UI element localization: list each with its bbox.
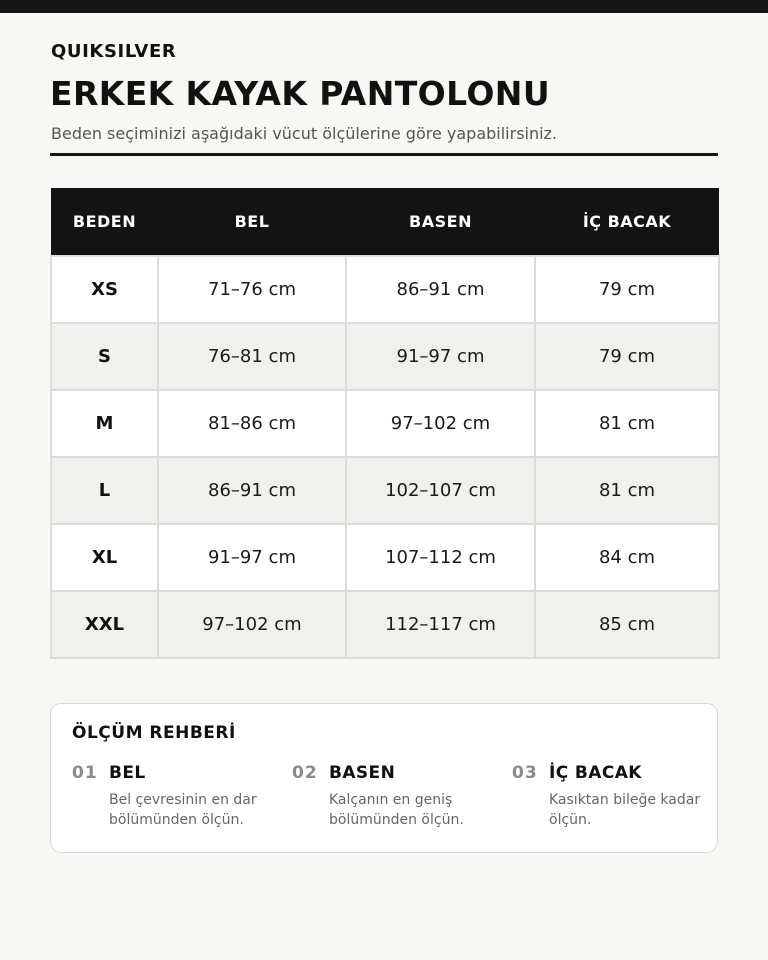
header-hip: BASEN [346,188,535,256]
size-cell: XS [51,256,158,323]
hip-cell: 86–91 cm [346,256,535,323]
inseam-cell: 81 cm [535,457,719,524]
step-description: Kasıktan bileğe kadar ölçün. [549,792,701,828]
measurement-guide-card [50,703,718,853]
size-cell: XXL [51,591,158,658]
header-size: BEDEN [51,188,158,256]
size-cell: L [51,457,158,524]
step-number: 02 [292,763,318,783]
header-waist: BEL [158,188,346,256]
size-cell: S [51,323,158,390]
page-title: ERKEK KAYAK PANTOLONU [50,74,551,113]
step-description: Bel çevresinin en dar bölümünden ölçün. [109,792,257,828]
table-row [51,256,719,323]
hip-cell: 97–102 cm [346,390,535,457]
size-cell: XL [51,524,158,591]
step-number: 03 [512,763,538,783]
waist-cell: 91–97 cm [158,524,346,591]
title-divider [50,153,718,156]
table-row [51,524,719,591]
inseam-cell: 84 cm [535,524,719,591]
table-row [51,591,719,658]
step-number: 01 [72,763,98,783]
step-description: Kalçanın en geniş bölümünden ölçün. [329,792,464,828]
step-name: BEL [109,763,146,783]
waist-cell: 86–91 cm [158,457,346,524]
header-inseam: İÇ BACAK [535,188,719,256]
table-header-row [51,188,719,256]
inseam-cell: 79 cm [535,323,719,390]
page-subtitle: Beden seçiminizi aşağıdaki vücut ölçülerine göre yapabilirsiniz. [51,124,558,143]
inseam-cell: 81 cm [535,390,719,457]
waist-cell: 71–76 cm [158,256,346,323]
table-row [51,457,719,524]
size-chart-table [50,188,720,659]
size-cell: M [51,390,158,457]
table-row [51,323,719,390]
top-bar [0,0,768,13]
step-name: İÇ BACAK [549,763,642,783]
waist-cell: 76–81 cm [158,323,346,390]
guide-title: ÖLÇÜM REHBERİ [72,723,236,743]
hip-cell: 107–112 cm [346,524,535,591]
brand-name: QUIKSILVER [51,41,177,62]
inseam-cell: 79 cm [535,256,719,323]
waist-cell: 81–86 cm [158,390,346,457]
hip-cell: 91–97 cm [346,323,535,390]
hip-cell: 112–117 cm [346,591,535,658]
hip-cell: 102–107 cm [346,457,535,524]
waist-cell: 97–102 cm [158,591,346,658]
table-row [51,390,719,457]
inseam-cell: 85 cm [535,591,719,658]
step-name: BASEN [329,763,396,783]
